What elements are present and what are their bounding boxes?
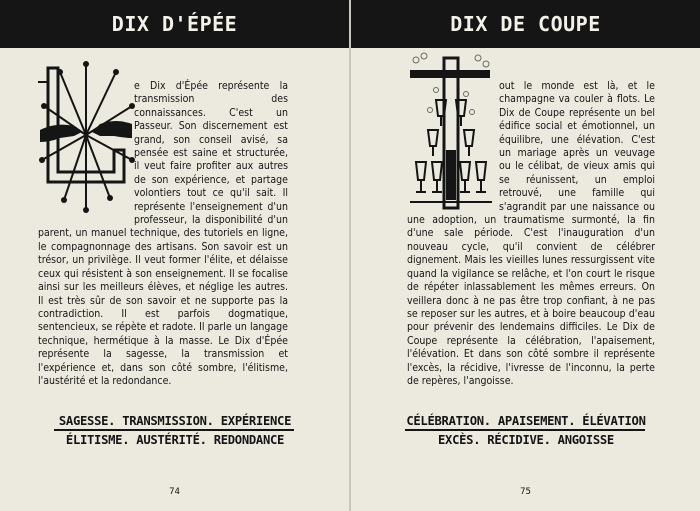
left-page: [0, 0, 349, 511]
body-text: out le monde est là, et le champagne va couler à flots. Le Dix de Coupe représente un bel édifice social et émotionnel, un équilibre, une élévation. C'est un mariage après un veuvage ou le célibat, de vieux amis qui se réunissent, un emploi retrouvé, une famille qui s'agrandit par une naissance ou une adoption, un traumatisme surmonté, la fin d'une sale période. C'est l'inauguration d'un nouveau cycle, qu'il convient de célébrer dignement. Mais les vieilles lunes ressurgissent vite quand la vigilance se relâche, et l'on court le risque de répéter inlassablement les mêmes erreurs. On veillera donc à ne pas être trop confiant, à ne pas se reposer sur les autres, et à boire beaucoup d'eau pour prévenir des lendemains difficiles. Le Dix de Coupe représente la célébration, l'apaisement, l'élévation. Et dans son côté sombre il représente l'excès, la récidive, l'ivresse de l'inconnu, la perte de repères, l'angoisse.: [407, 80, 655, 387]
page-number: 75: [520, 487, 531, 497]
keywords-positive: CÉLÉBRATION. APAISEMENT. ÉLÉVATION: [406, 414, 646, 428]
keywords-positive: SAGESSE. TRANSMISSION. EXPÉRIENCE: [58, 414, 292, 428]
keywords-divider: [405, 429, 645, 431]
card-description: [407, 80, 655, 388]
right-page: [351, 0, 700, 511]
page-title: DIX DE COUPE: [351, 0, 700, 48]
keywords-divider: [54, 429, 294, 431]
card-description: [38, 80, 288, 388]
keywords-negative: EXCÈS. RÉCIDIVE. ANGOISSE: [438, 433, 614, 447]
page-number: 74: [169, 487, 180, 497]
keywords-negative: ÉLITISME. AUSTÉRITÉ. REDONDANCE: [65, 433, 285, 447]
body-text: e Dix d'Épée représente la transmission des connaissances. C'est un Passeur. Son discernement est grand, son conseil avisé, sa pensée est saine et structurée, il veut faire profiter aux autres de son expérience, et partage volontiers tout ce qu'il sait. Il représente l'enseignement d'un professeur, la disponibilité d'un parent, un manuel technique, des tutoriels en ligne, le compagnonnage des artisans. Son savoir est un trésor, un privilège. Il veut former l'élite, et délaisse ceux qui résistent à son enseignement. Il se focalise ainsi sur les meilleurs élèves, et néglige les autres. Il est très sûr de son savoir et ne supporte pas la contradiction. Il est parfois dogmatique, sentencieux, se répète et radote. Il parle un langage technique, hermétique à la masse. Le Dix d'Épée représente la sagesse, la transmission et l'expérience et, dans son côté sombre, l'élitisme, l'austérité et la redondance.: [38, 80, 288, 387]
page-title: DIX D'ÉPÉE: [0, 0, 349, 48]
